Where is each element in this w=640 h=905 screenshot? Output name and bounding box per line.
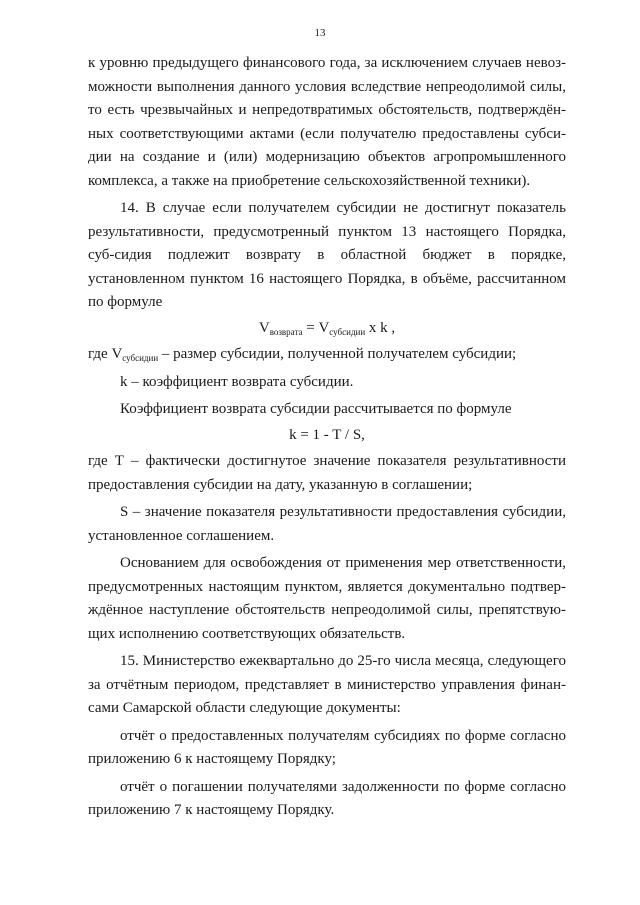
definition-k: k – коэффициент возврата субсидии. bbox=[120, 373, 354, 390]
page-number: 13 bbox=[314, 27, 326, 39]
report-item-1: отчёт о предоставленных получателям субсидиях по форме согласно приложению 6 к настоящему Порядку; bbox=[88, 727, 566, 767]
k-formula-intro: Коэффициент возврата субсидии рассчитывается по формуле bbox=[120, 401, 512, 417]
formula-rest: x k , bbox=[365, 319, 396, 336]
formula-return-volume bbox=[88, 317, 566, 341]
definition-t: где Т – фактически достигнутое значение показателя результативности предоставления субсидии на дату, указанную в соглашении; bbox=[88, 453, 566, 493]
definition-s: S – значение показателя результативности предоставления субсидии, установленное соглашением. bbox=[88, 504, 566, 544]
formula-sub-return: возврата bbox=[269, 326, 303, 337]
formula-k: k = 1 - T / S, bbox=[289, 426, 365, 443]
paragraph-continuation: к уровню предыдущего финансового года, за исключением случаев невоз-можности выполнения данного условия вследствие непреодолимой силы, то есть чрезвычайных и непредотвратимых обстоятельств, подтверждён-ных соответствующими актами (если получателю предоставлены субси-дии на создание и (или) модернизацию объектов агропромышленного комплекса, а также на приобретение сельскохозяйственной техники). bbox=[88, 55, 566, 189]
definition-v-text: – размер субсидии, полученной получателем субсидии; bbox=[158, 346, 517, 362]
definition-v-subsidy bbox=[88, 343, 566, 367]
formula-sub-subsidy: субсидии bbox=[329, 326, 366, 337]
formula-equals: = bbox=[302, 319, 319, 336]
report-item-2: отчёт о погашении получателями задолженности по форме согласно приложению 7 к настоящему Порядку. bbox=[88, 778, 566, 818]
grounds-paragraph: Основанием для освобождения от применения мер ответственности, предусмотренных настоящим пунктом, является документально подтвер-ждённое наступление обстоятельств непреодолимой силы, препятствую-щих исполнению соответствующих обязательств. bbox=[88, 555, 566, 642]
paragraph-15: 15. Министерство ежеквартально до 25-го числа месяца, следующего за отчётным периодом, представляет в министерство управления финан-сами Самарской области следующие документы: bbox=[88, 653, 566, 716]
definition-v-sub: субсидии bbox=[122, 353, 159, 363]
formula-v: V bbox=[258, 319, 270, 336]
definition-v-prefix: где V bbox=[88, 346, 123, 362]
formula-v-subsidy: V bbox=[318, 319, 330, 336]
document-body bbox=[88, 52, 566, 823]
paragraph-14: 14. В случае если получателем субсидии не достигнут показатель результативности, предусмотренный пунктом 13 настоящего Порядка, суб-сидия подлежит возврату в областной бюджет в порядке, установленном пунктом 16 настоящего Порядка, в объёме, рассчитанном по формуле bbox=[88, 200, 566, 310]
